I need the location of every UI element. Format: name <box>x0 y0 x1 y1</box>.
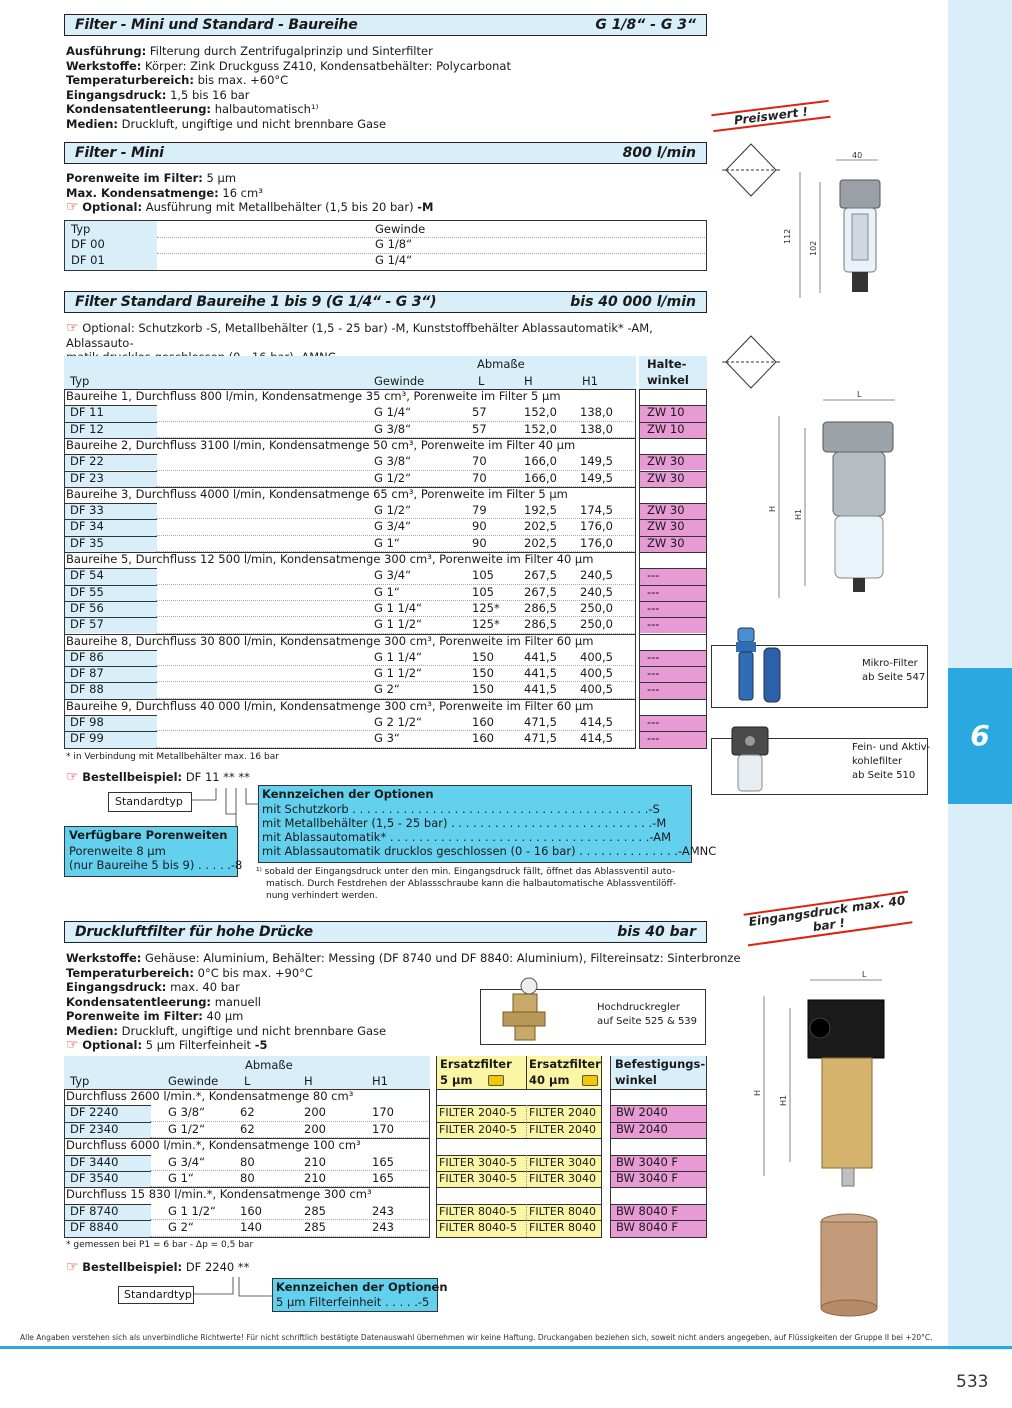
poren-line: (nur Baureihe 5 bis 9) . . . . .-8 <box>69 858 243 872</box>
cell-befestigung: BW 8040 F <box>616 1203 679 1218</box>
cell-h: 166,0 <box>524 454 557 469</box>
aktiv-page: ab Seite 510 <box>852 770 916 781</box>
table-row: DF 57 <box>70 617 104 632</box>
col-befestigung: Befestigungs- <box>615 1057 706 1071</box>
cell-h: 471,5 <box>524 715 557 729</box>
mini-filter-image <box>780 148 890 308</box>
cell-ersatz-5: FILTER 8040-5 <box>439 1221 517 1235</box>
cell-gewinde: G 3/8“ <box>168 1105 206 1120</box>
col-typ: Typ <box>71 222 91 236</box>
sinter-element-image <box>814 1212 884 1322</box>
cell-haltewinkel: ZW 30 <box>647 454 685 469</box>
aktiv-filter-image <box>724 721 784 801</box>
spec-item: Porenweite im Filter: 5 µm <box>66 171 237 185</box>
cell-gewinde: G 3/4“ <box>374 519 412 534</box>
cell-ersatz-40: FILTER 3040 <box>529 1172 596 1185</box>
hp-order-example: ☞ Bestellbeispiel: DF 2240 ** <box>66 1259 250 1275</box>
col-h: H <box>524 374 533 388</box>
cell-h: 200 <box>304 1105 326 1120</box>
table-row: DF 34 <box>70 519 104 534</box>
pressure-regulator-image <box>499 972 549 1044</box>
table-row: DF 54 <box>70 568 104 583</box>
spec-list <box>66 44 706 132</box>
standard-optional: ☞ Optional: Schutzkorb -S, Metallbehälter (1,5 - 25 bar) -M, Kunststoffbehälter Ablassautomatik* -AM, Ablassauto- <box>66 320 653 350</box>
cell-gewinde: G 1 1/2“ <box>374 617 423 632</box>
col-typ: Typ <box>70 374 90 388</box>
options-title: Kennzeichen der Optionen <box>276 1280 448 1294</box>
mini-dim-width: 40 <box>852 151 863 160</box>
cell-gewinde: G 3/8“ <box>374 421 412 436</box>
group-title: Baureihe 5, Durchfluss 12 500 l/min, Kondensatmenge 300 cm³, Porenweite im Filter 40 µm <box>66 552 594 566</box>
cell-h1: 176,0 <box>580 519 613 534</box>
spec-item: Ausführung: Filterung durch Zentrifugalprinzip und Sinterfilter <box>66 44 433 58</box>
filter-symbol-icon <box>722 332 780 392</box>
standard-title: Filter Standard Baureihe 1 bis 9 (G 1/4“ - G 3“) <box>75 294 437 310</box>
spec-item: Porenweite im Filter: 40 µm <box>66 1009 244 1024</box>
cell-h: 267,5 <box>524 584 557 599</box>
page-number: 533 <box>956 1372 989 1392</box>
cell-ersatz-5: FILTER 8040-5 <box>439 1204 517 1218</box>
cell-gewinde: G 1 1/2“ <box>374 666 423 681</box>
cell-ersatz-5: FILTER 3040-5 <box>439 1155 517 1169</box>
cell-l: 62 <box>240 1121 255 1136</box>
cell-l: 70 <box>472 454 487 469</box>
hp-pressure: bis 40 bar <box>617 924 696 940</box>
hp-options-box <box>272 1278 448 1312</box>
group-title: Baureihe 3, Durchfluss 4000 l/min, Kondensatmenge 65 cm³, Porenweite im Filter 5 µm <box>66 486 568 501</box>
aktiv-filter-reference[interactable] <box>711 738 931 795</box>
cell-haltewinkel: ZW 30 <box>647 470 685 485</box>
group-title: Baureihe 2, Durchfluss 3100 l/min, Kondensatmenge 50 cm³, Porenweite im Filter 40 µm <box>66 437 576 452</box>
table-row: DF 22 <box>70 454 104 469</box>
cell-gewinde: G 1/4“ <box>374 405 412 420</box>
pressure-stamp: Eingangsdruck max. 40 bar ! <box>744 891 913 947</box>
cell-l: 105 <box>472 584 494 599</box>
cell-haltewinkel: --- <box>647 682 660 697</box>
mikro-filter-image <box>728 624 788 704</box>
cell-befestigung: BW 2040 <box>616 1105 668 1120</box>
table-row: DF 2340 <box>70 1121 119 1136</box>
col-l: L <box>244 1074 251 1088</box>
cell-h: 286,5 <box>524 617 557 632</box>
cell-gewinde: G 1/2“ <box>374 503 412 518</box>
group-title: Baureihe 9, Durchfluss 40 000 l/min, Kondensatmenge 300 cm³, Porenweite im Filter 60 µm <box>66 698 594 713</box>
table-row: DF 87 <box>70 666 104 681</box>
options-box <box>258 785 717 863</box>
cell-h: 210 <box>304 1154 326 1169</box>
cell-gewinde: G 1/2“ <box>374 470 412 485</box>
hp-table <box>64 1056 707 1238</box>
group-title: Durchfluss 6000 l/min.*, Kondensatmenge 100 cm³ <box>66 1138 361 1153</box>
col-ersatz-40: Ersatzfilter <box>529 1057 601 1071</box>
cell-haltewinkel: --- <box>647 617 660 632</box>
standard-table <box>64 356 707 749</box>
cell-h: 192,5 <box>524 503 557 518</box>
cell-h1: 240,5 <box>580 584 613 599</box>
cell-ersatz-5: FILTER 2040-5 <box>439 1122 517 1136</box>
mikro-text: Mikro-Filter <box>862 658 918 669</box>
cell-h: 267,5 <box>524 568 557 583</box>
col-haltewinkel: Halte- <box>647 357 687 371</box>
cell-gewinde: G 3/4“ <box>168 1154 206 1169</box>
table-row: DF 8740 <box>70 1203 119 1218</box>
cell-gewinde: G 1/2“ <box>168 1121 206 1136</box>
cell-haltewinkel: --- <box>647 649 660 664</box>
spec-item: Temperaturbereich: 0°C bis max. +90°C <box>66 965 313 980</box>
spec-item: Werkstoffe: Körper: Zink Druckguss Z410, Kondensatbehälter: Polycarbonat <box>66 58 511 73</box>
cell-l: 150 <box>472 649 494 664</box>
mini-title: Filter - Mini <box>75 145 164 161</box>
table-row: DF 35 <box>70 535 104 550</box>
cell-h1: 138,0 <box>580 421 613 436</box>
cell-h: 210 <box>304 1171 326 1185</box>
cell-ersatz-40: FILTER 2040 <box>529 1122 596 1136</box>
svg-text:H: H <box>768 505 777 512</box>
col-haltewinkel: winkel <box>647 373 689 387</box>
cell-h1: 170 <box>372 1105 394 1120</box>
table-row: DF 99 <box>70 731 104 746</box>
cell-gewinde: G 3“ <box>374 731 400 746</box>
cell-haltewinkel: --- <box>647 568 660 583</box>
cell-haltewinkel: ZW 10 <box>647 421 685 436</box>
cell-befestigung: BW 3040 F <box>616 1171 679 1185</box>
mini-table <box>64 220 707 271</box>
cell-h: 202,5 <box>524 519 557 534</box>
table-row: DF 12 <box>70 421 104 436</box>
spec-item: Kondensatentleerung: manuell <box>66 994 261 1009</box>
cell-h1: 174,5 <box>580 503 613 518</box>
chapter-tab[interactable]: 6 <box>948 668 1012 804</box>
cell-h: 285 <box>304 1203 326 1218</box>
col-ersatz-40: 40 µm <box>529 1073 570 1087</box>
col-h: H <box>304 1074 313 1088</box>
cell-h1: 250,0 <box>580 600 613 615</box>
cell-h1: 400,5 <box>580 649 613 664</box>
footer-rule <box>0 1346 1012 1349</box>
cell-haltewinkel: ZW 30 <box>647 503 685 518</box>
standard-filter-image <box>765 386 905 606</box>
section-title: Filter - Mini und Standard - Baureihe <box>75 17 358 33</box>
cell-gewinde: G 2“ <box>374 682 400 697</box>
pointing-hand-icon: ☞ <box>66 769 79 785</box>
table-row: DF 8840 <box>70 1220 119 1235</box>
table-row: DF 56 <box>70 600 104 615</box>
cell-gewinde: G 1“ <box>374 535 400 550</box>
cell-l: 160 <box>240 1203 262 1218</box>
mini-dim-h1: 112 <box>783 228 792 244</box>
col-ersatz-5: 5 µm <box>440 1073 473 1087</box>
cell-l: 80 <box>240 1154 255 1169</box>
cell-gewinde: G 1 1/2“ <box>168 1203 217 1218</box>
cell-ersatz-40: FILTER 8040 <box>529 1204 596 1218</box>
svg-text:H1: H1 <box>794 508 803 520</box>
cell-l: 150 <box>472 666 494 681</box>
table-row: DF 01 <box>71 253 105 267</box>
spec-item: Werkstoffe: Gehäuse: Aluminium, Behälter: Messing (DF 8740 und DF 8840: Aluminium), Filtereinsatz: Sinterbronze <box>66 951 741 965</box>
spec-item: Max. Kondensatmenge: 16 cm³ <box>66 185 263 200</box>
cell-h1: 240,5 <box>580 568 613 583</box>
col-gewinde: Gewinde <box>375 222 426 236</box>
cell-haltewinkel: --- <box>647 715 660 729</box>
svg-text:H: H <box>753 1089 762 1096</box>
table-row: DF 88 <box>70 682 104 697</box>
col-h1: H1 <box>582 374 598 388</box>
cell-befestigung: BW 2040 <box>616 1121 668 1136</box>
cell-h1: 400,5 <box>580 682 613 697</box>
cell-h1: 414,5 <box>580 731 613 746</box>
cell-gewinde: G 1 1/4“ <box>374 600 423 615</box>
cell-haltewinkel: ZW 30 <box>647 535 685 550</box>
cell-haltewinkel: ZW 10 <box>647 405 685 420</box>
cell-ersatz-5: FILTER 3040-5 <box>439 1172 517 1185</box>
cell-haltewinkel: --- <box>647 600 660 615</box>
cell-h: 441,5 <box>524 682 557 697</box>
mini-spec-list <box>66 171 706 200</box>
pointing-hand-icon: ☞ <box>66 1037 79 1053</box>
cell-h1: 250,0 <box>580 617 613 632</box>
cell-ersatz-5: FILTER 2040-5 <box>439 1106 517 1120</box>
col-gewinde: Gewinde <box>374 374 425 388</box>
table-row: DF 33 <box>70 503 104 518</box>
option-row: 5 µm Filterfeinheit . . . . .-5 <box>276 1295 430 1309</box>
cell-haltewinkel: --- <box>647 584 660 599</box>
option-row: mit Schutzkorb . . . . . . . . . . . . . . . . . . . . . . . . . . . . . . . . . . . . . . . . .-S <box>262 802 660 816</box>
group-title: Baureihe 8, Durchfluss 30 800 l/min, Kondensatmenge 300 cm³, Porenweite im Filter 60 µm <box>66 633 594 648</box>
filter-element-icon <box>488 1075 504 1086</box>
table-row: DF 23 <box>70 470 104 485</box>
svg-text:L: L <box>857 390 862 399</box>
col-typ: Typ <box>70 1074 90 1088</box>
cell-gewinde: G 1“ <box>168 1171 194 1185</box>
cell-l: 160 <box>472 731 494 746</box>
cell-l: 80 <box>240 1171 255 1185</box>
cell-h1: 400,5 <box>580 666 613 681</box>
cell-l: 90 <box>472 519 487 534</box>
standard-footnote: * in Verbindung mit Metallbehälter max. 16 bar <box>66 752 279 762</box>
cell-h: 166,0 <box>524 470 557 485</box>
poren-title: Verfügbare Porenweiten <box>69 828 228 842</box>
cell-l: 90 <box>472 535 487 550</box>
hp-connector-lines <box>193 1274 273 1304</box>
group-title: Baureihe 1, Durchfluss 800 l/min, Kondensatmenge 35 cm³, Porenweite im Filter 5 µm <box>66 389 561 403</box>
cell-h1: 138,0 <box>580 405 613 420</box>
cell-l: 125* <box>472 617 500 632</box>
cell-h1: 149,5 <box>580 454 613 469</box>
pointing-hand-icon: ☞ <box>66 320 79 336</box>
cell-l: 62 <box>240 1105 255 1120</box>
cell-l: 79 <box>472 503 487 518</box>
cell-gewinde: G 2 1/2“ <box>374 715 423 729</box>
cell-h1: 170 <box>372 1121 394 1136</box>
table-row: DF 11 <box>70 405 104 420</box>
footer-note: Alle Angaben verstehen sich als unverbindliche Richtwerte! Für nicht schriftlich bestätigte Datenauswahl übernehmen wir keine Haftung. Druckangaben beziehen sich, soweit nicht anders angegeben, auf Flüssigkeiten der Gruppe II bei +20°C. <box>20 1333 933 1342</box>
order-example: ☞ Bestellbeispiel: DF 11 ** ** <box>66 769 250 785</box>
hp-footnote: * gemessen bei P1 = 6 bar - Δp = 0,5 bar <box>66 1240 254 1250</box>
poren-line: Porenweite 8 µm <box>69 844 166 858</box>
hp-standardtyp-box <box>118 1286 194 1304</box>
spec-item: Temperaturbereich: bis max. +60°C <box>66 73 289 88</box>
cell-h1: 414,5 <box>580 715 613 729</box>
option-row: mit Ablassautomatik* . . . . . . . . . . . . . . . . . . . . . . . . . . . . . . . . . . . .-AM <box>262 830 672 844</box>
aktiv-text: kohlefilter <box>852 756 903 767</box>
mikro-page: ab Seite 547 <box>862 672 926 683</box>
cell-h: 200 <box>304 1121 326 1136</box>
cell-l: 105 <box>472 568 494 583</box>
regler-text: Hochdruckregler <box>597 1002 680 1013</box>
cell-gewinde: G 3/8“ <box>374 454 412 469</box>
cell-h: 285 <box>304 1220 326 1235</box>
cell-h: 441,5 <box>524 666 557 681</box>
standard-header <box>64 291 707 313</box>
cell-h: 441,5 <box>524 649 557 664</box>
cell-h1: 165 <box>372 1154 394 1169</box>
cell-h1: 149,5 <box>580 470 613 485</box>
spec-item: Eingangsdruck: 1,5 bis 16 bar <box>66 87 250 102</box>
option-row: mit Metallbehälter (1,5 - 25 bar) . . . . . . . . . . . . . . . . . . . . . . . . . . . .-M <box>262 816 667 830</box>
cell-l: 57 <box>472 405 487 420</box>
spec-item: Eingangsdruck: max. 40 bar <box>66 980 240 995</box>
regler-page: auf Seite 525 & 539 <box>597 1016 698 1027</box>
standardtyp-label: Standardtyp <box>124 1288 192 1301</box>
option-row: mit Ablassautomatik drucklos geschlossen (0 - 16 bar) . . . . . . . . . . . . . .-AMNC <box>262 844 717 858</box>
cell-h1: 243 <box>372 1203 394 1218</box>
aktiv-text: Fein- und Aktiv- <box>852 742 931 753</box>
standardtyp-label: Standardtyp <box>115 795 183 808</box>
cell-h: 471,5 <box>524 731 557 746</box>
spec-item: Kondensatentleerung: halbautomatisch¹⁾ <box>66 102 319 117</box>
cell-h: 202,5 <box>524 535 557 550</box>
cell-haltewinkel: --- <box>647 666 660 681</box>
cell-haltewinkel: ZW 30 <box>647 519 685 534</box>
table-row: DF 3440 <box>70 1154 119 1169</box>
col-abmasse: Abmaße <box>477 357 525 371</box>
cell-gewinde: G 2“ <box>168 1220 194 1235</box>
cell-h1: 243 <box>372 1220 394 1235</box>
group-title: Durchfluss 2600 l/min.*, Kondensatmenge 80 cm³ <box>66 1089 354 1103</box>
cell-haltewinkel: --- <box>647 731 660 746</box>
cell-gewinde: G 1 1/4“ <box>374 649 423 664</box>
section-header <box>64 14 707 36</box>
filter-element-icon <box>582 1075 598 1086</box>
cell-h1: 165 <box>372 1171 394 1185</box>
regler-reference[interactable] <box>480 989 706 1045</box>
pointing-hand-icon: ☞ <box>66 199 79 215</box>
price-stamp: Preiswert ! <box>711 100 830 133</box>
table-row: DF 00 <box>71 237 105 251</box>
cell-l: 125* <box>472 600 500 615</box>
mini-flow: 800 l/min <box>622 145 696 161</box>
col-befestigung: winkel <box>615 1073 657 1087</box>
table-row: DF 55 <box>70 584 104 599</box>
col-gewinde: Gewinde <box>168 1074 219 1088</box>
svg-text:H1: H1 <box>779 1094 788 1106</box>
cell-gewinde: G 1/8“ <box>375 237 413 251</box>
mini-header <box>64 142 707 164</box>
table-row: DF 86 <box>70 649 104 664</box>
table-row: DF 2240 <box>70 1105 119 1120</box>
table-row: DF 3540 <box>70 1171 119 1185</box>
cell-l: 140 <box>240 1220 262 1235</box>
table-row: DF 98 <box>70 715 104 729</box>
group-title: Durchfluss 15 830 l/min.*, Kondensatmenge 300 cm³ <box>66 1187 372 1202</box>
cell-l: 150 <box>472 682 494 697</box>
cell-gewinde: G 3/4“ <box>374 568 412 583</box>
spec-item: Medien: Druckluft, ungiftige und nicht brennbare Gase <box>66 116 387 131</box>
cell-ersatz-40: FILTER 8040 <box>529 1221 596 1235</box>
cell-l: 57 <box>472 421 487 436</box>
cell-h: 152,0 <box>524 421 557 436</box>
semi-auto-note: ¹⁾ sobald der Eingangsdruck unter den min. Eingangsdruck fällt, öffnet das Ablassventil auto- matisch. Durch Festdrehen der Ablassschraube kann die halbautomatische Ablassventilöff- nung verhindert werden. <box>256 867 676 901</box>
cell-ersatz-40: FILTER 3040 <box>529 1155 596 1169</box>
cell-ersatz-40: FILTER 2040 <box>529 1106 596 1120</box>
cell-befestigung: BW 8040 F <box>616 1220 679 1235</box>
filter-symbol-icon <box>722 140 780 200</box>
hp-header <box>64 921 707 943</box>
options-title: Kennzeichen der Optionen <box>262 787 434 801</box>
standardtyp-box <box>108 792 192 812</box>
standard-flow: bis 40 000 l/min <box>570 294 696 310</box>
hp-optional: ☞ Optional: 5 µm Filterfeinheit -5 <box>66 1037 268 1053</box>
col-abmasse: Abmaße <box>245 1058 293 1072</box>
cell-gewinde: G 1/4“ <box>375 253 413 267</box>
mini-dim-h2: 102 <box>809 240 818 256</box>
cell-h1: 176,0 <box>580 535 613 550</box>
thread-range: G 1/8“ - G 3“ <box>595 17 696 33</box>
cell-h: 286,5 <box>524 600 557 615</box>
col-ersatz-5: Ersatzfilter <box>440 1057 512 1071</box>
mikro-filter-reference[interactable] <box>711 645 928 708</box>
pointing-hand-icon: ☞ <box>66 1259 79 1275</box>
hp-filter-image <box>750 966 900 1206</box>
cell-l: 160 <box>472 715 494 729</box>
cell-l: 70 <box>472 470 487 485</box>
cell-befestigung: BW 3040 F <box>616 1154 679 1169</box>
cell-h: 152,0 <box>524 405 557 420</box>
porenweiten-box <box>64 826 243 877</box>
cell-gewinde: G 1“ <box>374 584 400 599</box>
hp-title: Druckluftfilter für hohe Drücke <box>75 924 313 940</box>
col-l: L <box>478 374 485 388</box>
spec-item: Medien: Druckluft, ungiftige und nicht brennbare Gase <box>66 1023 387 1038</box>
svg-text:L: L <box>862 970 867 979</box>
mini-optional: ☞ Optional: Ausführung mit Metallbehälter (1,5 bis 20 bar) -M <box>66 199 434 215</box>
col-h1: H1 <box>372 1074 388 1088</box>
